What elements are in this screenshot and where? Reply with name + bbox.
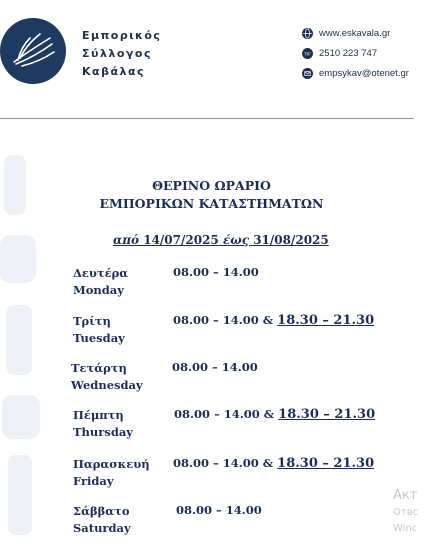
email-icon bbox=[302, 68, 313, 79]
activation-line-1: Акт bbox=[393, 488, 418, 503]
organization-name bbox=[82, 27, 161, 81]
org-name-line-1: Εμπορικός bbox=[82, 29, 162, 42]
period-end-date: 31/08/2025 bbox=[253, 233, 329, 247]
background-watermark bbox=[0, 155, 58, 540]
hours-monday bbox=[173, 265, 259, 279]
period-range bbox=[113, 233, 329, 247]
phone-icon bbox=[302, 48, 313, 59]
morning-hours: 08.00 – 14.00 bbox=[176, 503, 262, 517]
title-line-1: ΘΕΡΙΝΟ ΩΡΑΡΙΟ bbox=[152, 178, 271, 193]
evening-hours: 18.30 – 21.30 bbox=[277, 456, 375, 471]
period-to-word: έως bbox=[222, 233, 249, 247]
day-english: Wednesday bbox=[71, 378, 143, 392]
day-english: Monday bbox=[73, 283, 124, 297]
org-name-line-2: Σύλλογος bbox=[82, 47, 152, 60]
morning-hours: 08.00 – 14.00 bbox=[174, 407, 260, 421]
day-monday bbox=[73, 265, 128, 299]
period-start-date: 14/07/2025 bbox=[143, 233, 219, 247]
website-text[interactable]: www.eskavala.gr bbox=[319, 28, 391, 39]
day-greek: Παρασκευή bbox=[73, 457, 150, 471]
contact-website[interactable] bbox=[302, 25, 409, 42]
day-tuesday bbox=[73, 313, 125, 347]
hours-saturday bbox=[176, 503, 262, 517]
day-greek: Δευτέρα bbox=[73, 266, 129, 280]
day-wednesday bbox=[71, 360, 143, 394]
header-divider bbox=[0, 118, 414, 119]
hours-tuesday bbox=[173, 313, 374, 328]
hours-wednesday bbox=[172, 360, 258, 374]
day-english: Saturday bbox=[73, 521, 131, 535]
org-name-line-3: Καβάλας bbox=[82, 65, 146, 78]
contact-info bbox=[302, 25, 409, 85]
activation-line-2: Отвс bbox=[393, 507, 419, 518]
day-thursday bbox=[73, 407, 133, 441]
day-greek: Τετάρτη bbox=[71, 361, 127, 375]
evening-hours: 18.30 – 21.30 bbox=[277, 313, 375, 328]
ampersand: & bbox=[262, 313, 274, 327]
day-saturday bbox=[73, 503, 131, 537]
evening-hours: 18.30 – 21.30 bbox=[278, 407, 376, 422]
title-line-2: ΕΜΠΟΡΙΚΩΝ ΚΑΤΑΣΤΗΜΑΤΩΝ bbox=[99, 196, 324, 211]
morning-hours: 08.00 – 14.00 bbox=[173, 265, 259, 279]
ampersand: & bbox=[262, 456, 274, 470]
morning-hours: 08.00 – 14.00 bbox=[173, 456, 259, 470]
globe-icon bbox=[302, 28, 313, 39]
phone-icon-text: T/F bbox=[304, 51, 311, 57]
day-english: Friday bbox=[73, 474, 114, 488]
contact-phone bbox=[302, 45, 409, 62]
ampersand: & bbox=[263, 407, 275, 421]
phone-text: 2510 223 747 bbox=[319, 48, 378, 59]
day-greek: Σάββατο bbox=[73, 504, 130, 518]
day-greek: Τρίτη bbox=[73, 314, 111, 328]
hours-friday bbox=[173, 456, 374, 471]
day-english: Tuesday bbox=[73, 331, 125, 345]
morning-hours: 08.00 – 14.00 bbox=[173, 313, 259, 327]
hours-thursday bbox=[174, 407, 375, 422]
os-activation-watermark bbox=[393, 487, 418, 537]
association-logo bbox=[0, 18, 66, 84]
contact-email[interactable] bbox=[302, 65, 409, 82]
activation-line-3: Winc bbox=[393, 523, 418, 534]
email-text[interactable]: empsykav@otenet.gr bbox=[319, 68, 409, 79]
day-english: Thursday bbox=[73, 425, 133, 439]
morning-hours: 08.00 – 14.00 bbox=[172, 360, 258, 374]
period-from-word: από bbox=[113, 233, 140, 247]
day-friday bbox=[73, 456, 150, 490]
day-greek: Πέμπτη bbox=[73, 408, 124, 422]
